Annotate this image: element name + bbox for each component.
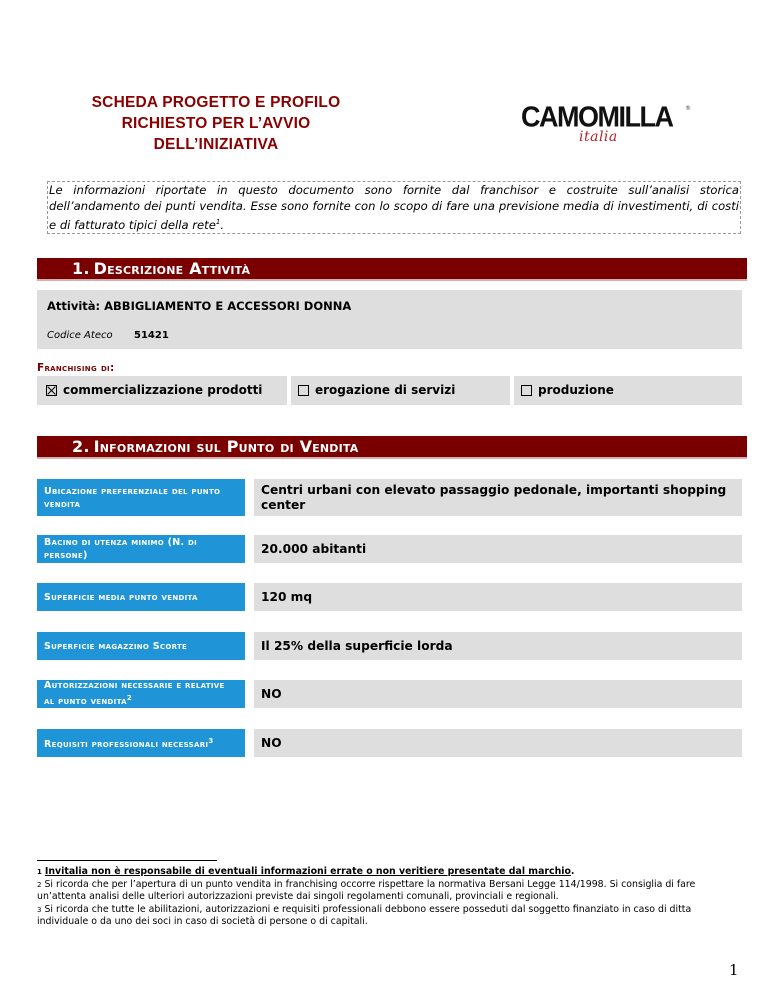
footnote-number: 1 (37, 868, 42, 876)
footnote-text: Si ricorda che tutte le abilitazioni, autorizzazioni e requisiti professionali debbono essere posseduti dal soggetto finanziato in caso di ditta individuale o da uno dei soci in caso di società di persone o di capitali. (37, 904, 692, 927)
intro-text: Le informazioni riportate in questo documento sono fornite dal franchisor e costruite sull’analisi storica dell’andamento dei punti vendita. Esse sono fornite con lo scopo di fare una previsione media di investimenti, di costi e di fatturato tipici della rete (49, 183, 739, 232)
activity-label: Attività: ABBIGLIAMENTO E ACCESSORI DONNA (47, 299, 352, 313)
section-title: Descrizione Attività (93, 259, 251, 278)
footnote-ref: 3 (208, 736, 214, 745)
row-value-requisiti: NO (254, 729, 742, 757)
title-line: SCHEDA PROGETTO E PROFILO (91, 94, 341, 111)
row-label-text: Bacino di utenza minimo (N. di persone) (44, 537, 198, 561)
section-number: 2. (72, 437, 90, 456)
code-ateco-label: Codice Ateco (47, 330, 113, 341)
section-header-2 (37, 436, 747, 459)
logo-brand: CAMOMILLA (521, 101, 673, 133)
row-label-autorizzazioni (37, 680, 245, 708)
checkbox-icon[interactable] (298, 385, 309, 396)
footnote-ref: 2 (126, 694, 132, 703)
footnote-1 (37, 866, 743, 878)
row-label-ubicazione (37, 479, 245, 516)
logo-subtitle: italia (579, 129, 618, 145)
row-label-bacino (37, 535, 245, 563)
row-value-ubicazione: Centri urbani con elevato passaggio pedonale, importanti shopping center (254, 479, 742, 516)
option-label: produzione (538, 383, 614, 397)
checkbox-icon[interactable] (521, 385, 532, 396)
section-number: 1. (72, 259, 90, 278)
code-ateco-value: 51421 (134, 330, 169, 341)
footnote-2 (37, 879, 743, 903)
option-produzione[interactable] (521, 383, 614, 397)
footnote-text: Invitalia non è responsabile di eventuali informazioni errate o non veritiere presentate dal marchio (44, 866, 571, 877)
row-label-magazzino (37, 632, 245, 660)
row-value-autorizzazioni: NO (254, 680, 742, 708)
title-line: RICHIESTO PER L’AVVIO (121, 115, 311, 132)
row-label-text: Requisiti professionali necessari (44, 739, 209, 751)
section-title: Informazioni sul Punto di Vendita (93, 437, 359, 456)
row-label-text: Autorizzazioni necessarie e relative al punto vendita (44, 680, 225, 708)
franchising-label: Franchising di: (37, 362, 115, 374)
row-label-text: Superficie media punto vendita (44, 591, 198, 603)
option-commercializzazione[interactable] (46, 383, 262, 397)
title-line: DELL’INIZIATIVA (153, 136, 279, 153)
intro-paragraph (47, 181, 741, 234)
row-label-requisiti (37, 729, 245, 757)
checkbox-checked-icon[interactable] (46, 385, 57, 396)
footnote-text: Si ricorda che per l’apertura di un punto vendita in franchising occorre rispettare la normativa Bersani Legge 114/1998. Si consiglia di fare un’attenta analisi delle ulteriori autorizzazioni previste dai singoli regolamenti comunali, provinciali e regionali. (37, 879, 696, 902)
footnote-ref: 1 (215, 218, 221, 226)
footnote-number: 2 (37, 881, 42, 889)
footnote-separator (37, 860, 217, 861)
option-erogazione[interactable] (298, 383, 455, 397)
row-value-superficie: 120 mq (254, 583, 742, 611)
row-value-bacino: 20.000 abitanti (254, 535, 742, 563)
option-label: erogazione di servizi (315, 383, 456, 397)
footnote-3 (37, 904, 743, 928)
intro-end: . (220, 217, 224, 232)
row-label-superficie (37, 583, 245, 611)
row-value-magazzino: Il 25% della superficie lorda (254, 632, 742, 660)
page-number: 1 (729, 961, 739, 979)
logo-registered-mark: ® (685, 105, 691, 112)
document-title (68, 92, 364, 155)
row-label-text: Superficie magazzino Scorte (44, 640, 188, 652)
footnote-end: . (570, 866, 575, 877)
option-label: commercializzazione prodotti (63, 383, 263, 397)
row-label-text: Ubicazione preferenziale del punto vendita (44, 485, 221, 510)
footnote-number: 3 (37, 906, 42, 914)
camomilla-logo (521, 103, 691, 153)
section-header-1 (37, 258, 747, 281)
